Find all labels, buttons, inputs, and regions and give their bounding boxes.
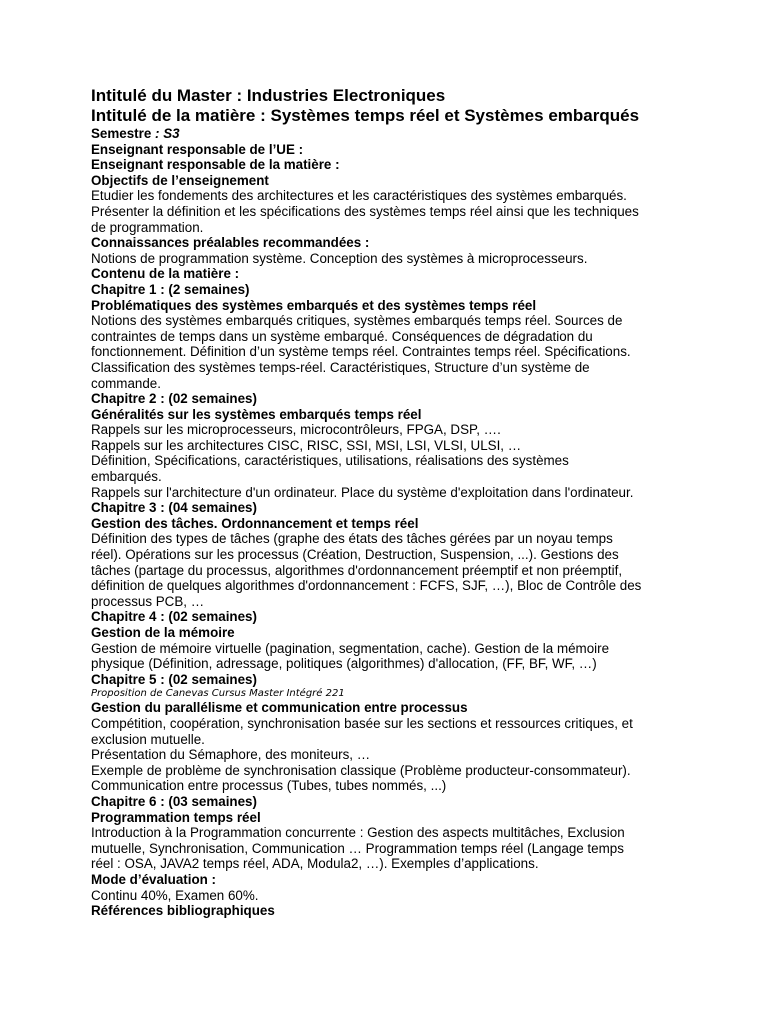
chapter-line: Présentation du Sémaphore, des moniteurs, … (91, 747, 371, 763)
chapter-line: processus PCB, … (91, 593, 205, 609)
references-heading: Références bibliographiques (91, 903, 275, 919)
chapter-line: Communication entre processus (Tubes, tubes nommés, ...) (91, 778, 447, 794)
chapter-line: fonctionnement. Définition d’un système temps réel. Contraintes temps réel. Spécifications. (91, 344, 631, 360)
chapter-title: Gestion du parallélisme et communication entre processus (91, 700, 468, 716)
chapter-line: Exemple de problème de synchronisation classique (Problème producteur-consommateur). (91, 762, 631, 778)
objectives-line: Présenter la définition et les spécifications des systèmes temps réel ainsi que les techniques (91, 203, 639, 219)
chapter-line: physique (Définition, adressage, politiques (algorithmes) d'allocation, (FF, BF, WF, …) (91, 656, 597, 672)
chapter-label: Chapitre 2 : (02 semaines) (91, 391, 257, 407)
course-document (91, 86, 691, 919)
chapter-line: Rappels sur les microprocesseurs, microcontrôleurs, FPGA, DSP, …. (91, 422, 501, 438)
page-footer-note: Proposition de Canevas Cursus Master Intégré 221 (91, 688, 345, 700)
chapter-line: Rappels sur les architectures CISC, RISC, SSI, MSI, LSI, VLSI, ULSI, … (91, 437, 522, 453)
chapter-line: Gestion de mémoire virtuelle (pagination, segmentation, cache). Gestion de la mémoire (91, 640, 610, 656)
chapter-line: tâches (partage du processus, algorithmes d'ordonnancement préemptif et non préemptif, (91, 562, 623, 578)
chapter-title: Gestion de la mémoire (91, 625, 235, 640)
chapter-line: Notions des systèmes embarqués critiques, systèmes embarqués temps réel. Sources de (91, 313, 623, 329)
master-title: Intitulé du Master : Industries Electroniques (91, 86, 446, 105)
chapter-line: commande. (91, 375, 161, 391)
chapter-title: Programmation temps réel (91, 809, 261, 825)
chapter-title: Gestion des tâches. Ordonnancement et temps réel (91, 515, 419, 531)
chapter-title: Généralités sur les systèmes embarqués temps réel (91, 406, 422, 422)
semester-line (91, 126, 691, 142)
chapter-line: Classification des systèmes temps-réel. Caractéristiques, Structure d’un système de (91, 359, 590, 375)
chapter-line: mutuelle, Synchronisation, Communication … Programmation temps réel (Langage temps (91, 840, 624, 856)
chapter-line: Définition, Spécifications, caractéristiques, utilisations, réalisations des systèmes (91, 453, 569, 469)
chapter-title: Problématiques des systèmes embarqués et des systèmes temps réel (91, 297, 537, 313)
chapter-line: exclusion mutuelle. (91, 731, 205, 747)
objectives-line: Etudier les fondements des architectures et les caractéristiques des systèmes embarqués. (91, 188, 627, 204)
chapter-label: Chapitre 1 : (2 semaines) (91, 281, 250, 297)
objectives-heading: Objectifs de l’enseignement (91, 172, 269, 188)
chapter-line: contraintes de temps dans un système embarqué. Conséquences de dégradation du (91, 328, 593, 344)
chapter-label: Chapitre 5 : (02 semaines) (91, 671, 257, 687)
chapter-line: Rappels sur l'architecture d'un ordinateur. Place du système d'exploitation dans l'ordinateur. (91, 484, 634, 500)
evaluation-line: Continu 40%, Examen 60%. (91, 887, 259, 903)
prerequisites-line: Notions de programmation système. Conception des systèmes à microprocesseurs. (91, 250, 588, 266)
prerequisites-heading: Connaissances préalables recommandées : (91, 235, 370, 251)
objectives-line: de programmation. (91, 219, 204, 235)
chapter-line: définition de quelques algorithmes d'ordonnancement : FCFS, SJF, …), Bloc de Contrôle des (91, 578, 642, 594)
subject-teacher: Enseignant responsable de la matière : (91, 157, 340, 173)
evaluation-heading: Mode d’évaluation : (91, 871, 216, 887)
semester-value: : S3 (155, 126, 180, 141)
content-heading: Contenu de la matière : (91, 266, 240, 282)
chapter-label: Chapitre 4 : (02 semaines) (91, 609, 257, 625)
chapter-line: Définition des types de tâches (graphe des états des tâches gérées par un noyau temps (91, 531, 613, 547)
chapter-line: réel : OSA, JAVA2 temps réel, ADA, Modula2, …). Exemples d’applications. (91, 856, 539, 872)
ue-teacher: Enseignant responsable de l’UE : (91, 141, 304, 157)
chapter-label: Chapitre 6 : (03 semaines) (91, 793, 257, 809)
semester-label: Semestre (91, 126, 152, 141)
chapter-line: Compétition, coopération, synchronisation basée sur les sections et ressources critiques, et (91, 715, 633, 731)
chapter-line: embarqués. (91, 469, 162, 485)
chapter-line: réel). Opérations sur les processus (Création, Destruction, Suspension, ...). Gestions des (91, 547, 619, 563)
subject-title: Intitulé de la matière : Systèmes temps réel et Systèmes embarqués (91, 106, 640, 125)
chapter-line: Introduction à la Programmation concurrente : Gestion des aspects multitâches, Exclusion (91, 825, 625, 841)
chapter-label: Chapitre 3 : (04 semaines) (91, 500, 257, 516)
